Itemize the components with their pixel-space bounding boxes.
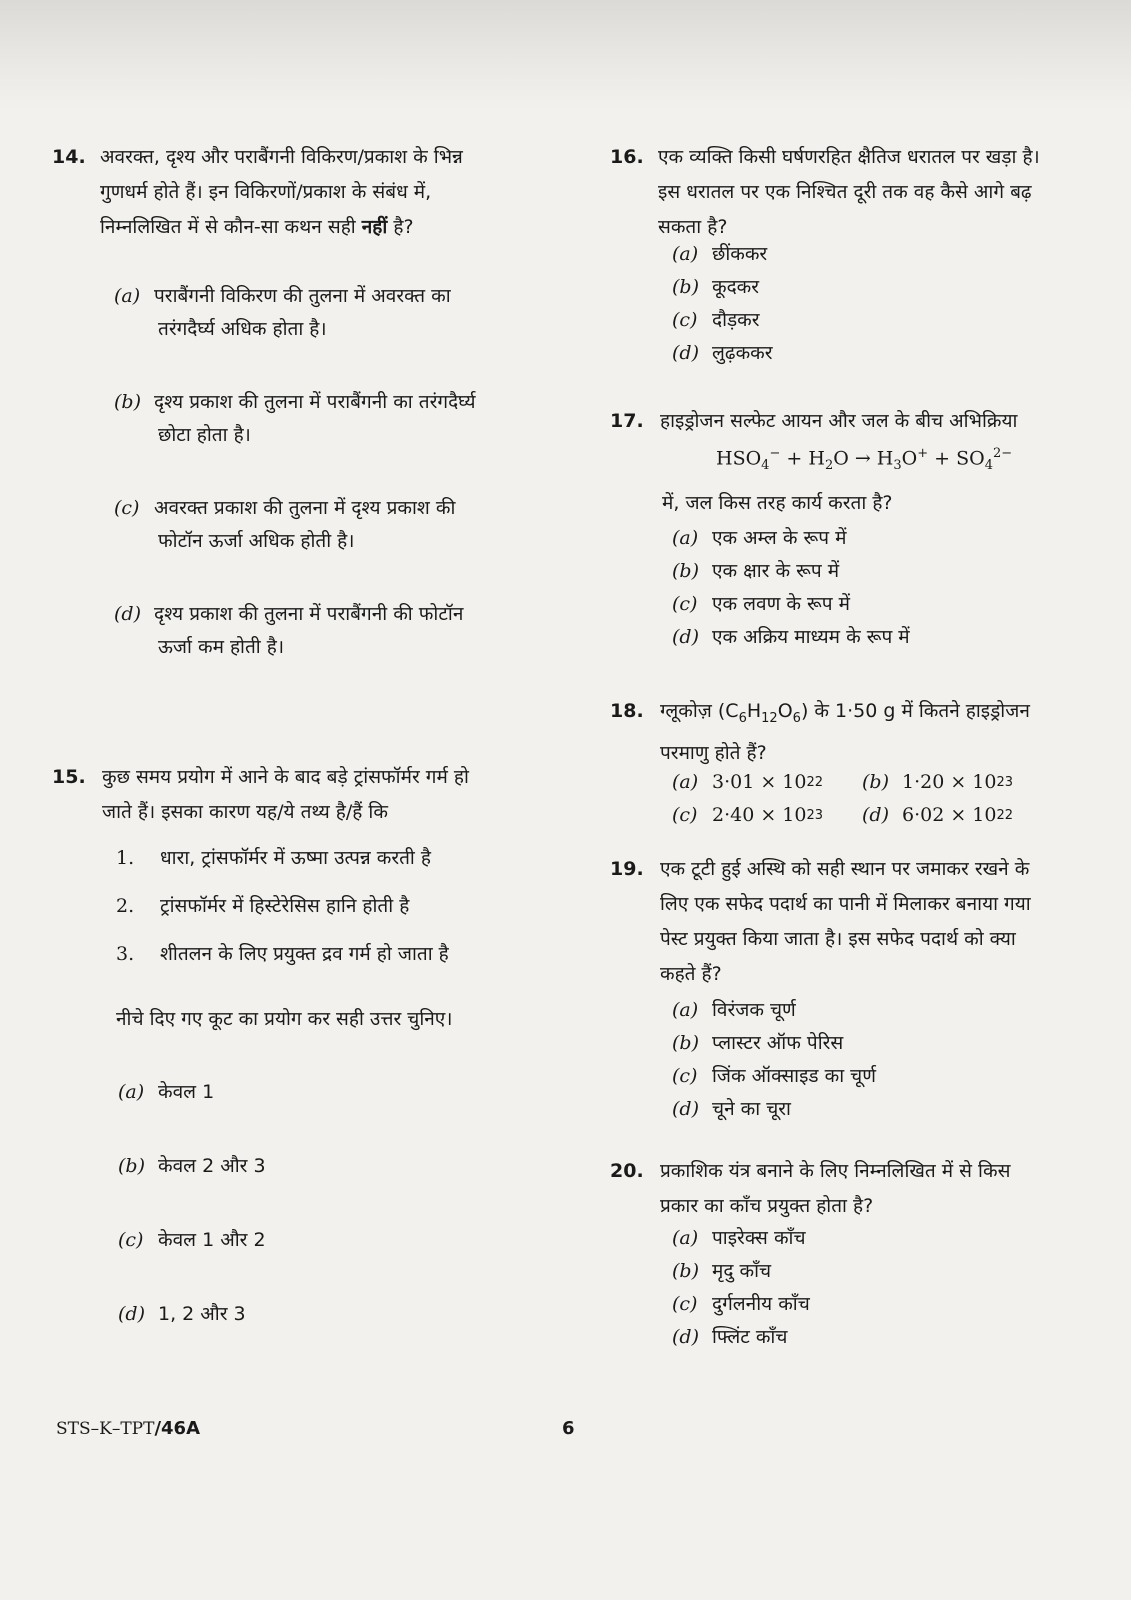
option-a: (a) 3·01 × 10 22: [672, 771, 824, 793]
question-text: प्रकार का काँच प्रयुक्त होता है?: [660, 1195, 874, 1217]
question-text: गुणधर्म होते हैं। इन विकिरणों/प्रकाश के संबंध में,: [100, 181, 432, 203]
statement-text: शीतलन के लिए प्रयुक्त द्रव गर्म हो जाता है: [160, 943, 449, 965]
question-text: पेस्ट प्रयुक्त किया जाता है। इस सफेद पदार्थ को क्या: [660, 928, 1016, 950]
option-a: (a) विरंजक चूर्ण: [672, 994, 876, 1027]
option-text: दृश्य प्रकाश की तुलना में पराबैंगनी की फोटॉन: [154, 603, 464, 625]
option-a: (a) एक अम्ल के रूप में: [672, 522, 910, 555]
option-c: (c) केवल 1 और 2: [118, 1224, 266, 1257]
option-text: केवल 1 और 2: [158, 1229, 266, 1251]
question-text: इस धरातल पर एक निश्चित दूरी तक वह कैसे आगे बढ़: [658, 181, 1032, 203]
question-text: कहते हैं?: [660, 963, 722, 985]
options-list: [672, 522, 910, 654]
statement-text: धारा, ट्रांसफॉर्मर में ऊष्मा उत्पन्न करती है: [160, 847, 431, 869]
option-d: (d) 6·02 × 10 22: [862, 804, 1014, 826]
option-text: एक अक्रिय माध्यम के रूप में: [712, 626, 910, 648]
option-text: एक अम्ल के रूप में: [712, 527, 847, 549]
option-text: तरंगदैर्घ्य अधिक होता है।: [158, 318, 327, 340]
question-text: अवरक्त, दृश्य और पराबैंगनी विकिरण/प्रकाश के भिन्न: [100, 146, 463, 168]
option-text: फ्लिंट काँच: [712, 1326, 788, 1348]
chemical-equation: $HSO_4^- + H_2O \to H_3O^+ + SO_4^{2-}$: [716, 446, 1013, 474]
question-text: एक टूटी हुई अस्थि को सही स्थान पर जमाकर रखने के: [660, 858, 1030, 880]
question-text: परमाणु होते हैं?: [660, 741, 767, 764]
option-text: प्लास्टर ऑफ पेरिस: [712, 1032, 844, 1054]
option-text: अवरक्त प्रकाश की तुलना में दृश्य प्रकाश की: [154, 497, 456, 519]
option-text: चूने का चूरा: [712, 1098, 791, 1120]
options-list: [672, 1222, 810, 1354]
option-d: (d) एक अक्रिय माध्यम के रूप में: [672, 621, 910, 654]
option-text: कूदकर: [712, 276, 760, 298]
options-list: [672, 994, 876, 1126]
option-text: पराबैंगनी विकिरण की तुलना में अवरक्त का: [154, 285, 451, 307]
option-text: 1, 2 और 3: [158, 1303, 246, 1325]
option-a: (a) केवल 1: [118, 1076, 214, 1109]
option-text: केवल 1: [158, 1081, 215, 1103]
option-text: लुढ़ककर: [712, 342, 773, 364]
option-d: (d) चूने का चूरा: [672, 1093, 876, 1126]
question-number: 14.: [52, 146, 86, 168]
question-number: 19.: [610, 858, 644, 880]
question-text: सकता है?: [658, 216, 728, 238]
option-text: ऊर्जा कम होती है।: [158, 636, 285, 658]
question-number: 20.: [610, 1160, 644, 1182]
option-c: (c) दुर्गलनीय काँच: [672, 1288, 810, 1321]
option-text: एक क्षार के रूप में: [712, 560, 840, 582]
option-d: (d) फ्लिंट काँच: [672, 1321, 810, 1354]
option-text: पाइरेक्स काँच: [712, 1227, 806, 1249]
option-c: (c) 2·40 × 10 23: [672, 804, 824, 826]
option-b: (b) प्लास्टर ऑफ पेरिस: [672, 1027, 876, 1060]
paper-code: STS–K–TPT/46A: [56, 1418, 201, 1439]
option-d: (d) 1, 2 और 3: [118, 1298, 246, 1331]
option-text: विरंजक चूर्ण: [712, 999, 796, 1021]
page-number: 6: [562, 1418, 575, 1439]
option-d: (d) लुढ़ककर: [672, 337, 773, 370]
option-b: (b) मृदु काँच: [672, 1255, 810, 1288]
option-b: (b) एक क्षार के रूप में: [672, 555, 910, 588]
question-text: कुछ समय प्रयोग में आने के बाद बड़े ट्रांसफॉर्मर गर्म हो: [102, 766, 469, 788]
option-text: दौड़कर: [712, 309, 760, 331]
statement-text: ट्रांसफॉर्मर में हिस्टेरेसिस हानि होती है: [160, 895, 410, 917]
option-b: (b) कूदकर: [672, 271, 773, 304]
options-grid: [672, 766, 1072, 832]
option-a: (a) छींककर: [672, 238, 773, 271]
question-number: 16.: [610, 146, 644, 168]
option-text: छोटा होता है।: [158, 424, 251, 446]
option-text: फोटॉन ऊर्जा अधिक होती है।: [158, 530, 355, 552]
statement-list: 1. धारा, ट्रांसफॉर्मर में ऊष्मा उत्पन्न करती है 2. ट्रांसफॉर्मर में हिस्टेरेसिस हानि होती है 3. शीतलन के लिए प्रयुक्त द्रव गर्म हो जाता है: [116, 842, 536, 986]
option-text: केवल 2 और 3: [158, 1155, 266, 1177]
question-text: लिए एक सफेद पदार्थ का पानी में मिलाकर बनाया गया: [660, 893, 1031, 915]
option-d: (d) दृश्य प्रकाश की तुलना में पराबैंगनी की फोटॉन ऊर्जा कम होती है।: [114, 598, 534, 664]
option-a: (a) पाइरेक्स काँच: [672, 1222, 810, 1255]
option-text: एक लवण के रूप में: [712, 593, 850, 615]
question-text: एक व्यक्ति किसी घर्षणरहित क्षैतिज धरातल पर खड़ा है।: [658, 146, 1040, 168]
question-text: निम्नलिखित में से कौन-सा कथन सही नहीं है?: [100, 216, 414, 238]
option-b: (b) दृश्य प्रकाश की तुलना में पराबैंगनी का तरंगदैर्घ्य छोटा होता है।: [114, 386, 534, 452]
question-text: ग्लूकोज़ $(C_6H_{12}O_6)$ के 1·50 g में कितने हाइड्रोजन: [660, 700, 1030, 726]
option-c: (c) अवरक्त प्रकाश की तुलना में दृश्य प्रकाश की फोटॉन ऊर्जा अधिक होती है।: [114, 492, 534, 558]
question-text: जाते हैं। इसका कारण यह/ये तथ्य है/हैं कि: [102, 801, 388, 823]
question-text: में, जल किस तरह कार्य करता है?: [662, 492, 893, 514]
question-text: हाइड्रोजन सल्फेट आयन और जल के बीच अभिक्रिया: [660, 410, 1018, 432]
option-text: मृदु काँच: [712, 1260, 772, 1282]
question-number: 18.: [610, 700, 644, 722]
option-b: (b) केवल 2 और 3: [118, 1150, 266, 1183]
option-text: जिंक ऑक्साइड का चूर्ण: [712, 1065, 876, 1087]
option-text: दुर्गलनीय काँच: [712, 1293, 810, 1315]
question-number: 17.: [610, 410, 644, 432]
option-b: (b) 1·20 × 10 23: [862, 771, 1014, 793]
question-text: प्रकाशिक यंत्र बनाने के लिए निम्नलिखित में से किस: [660, 1160, 1011, 1182]
option-c: (c) दौड़कर: [672, 304, 773, 337]
instruction-text: नीचे दिए गए कूट का प्रयोग कर सही उत्तर चुनिए।: [116, 1008, 453, 1030]
option-a: (a) पराबैंगनी विकिरण की तुलना में अवरक्त का तरंगदैर्घ्य अधिक होता है।: [114, 280, 534, 346]
option-c: (c) एक लवण के रूप में: [672, 588, 910, 621]
option-text: दृश्य प्रकाश की तुलना में पराबैंगनी का तरंगदैर्घ्य: [154, 391, 476, 413]
option-c: (c) जिंक ऑक्साइड का चूर्ण: [672, 1060, 876, 1093]
option-text: छींककर: [712, 243, 768, 265]
question-number: 15.: [52, 766, 86, 788]
options-list: [672, 238, 773, 370]
